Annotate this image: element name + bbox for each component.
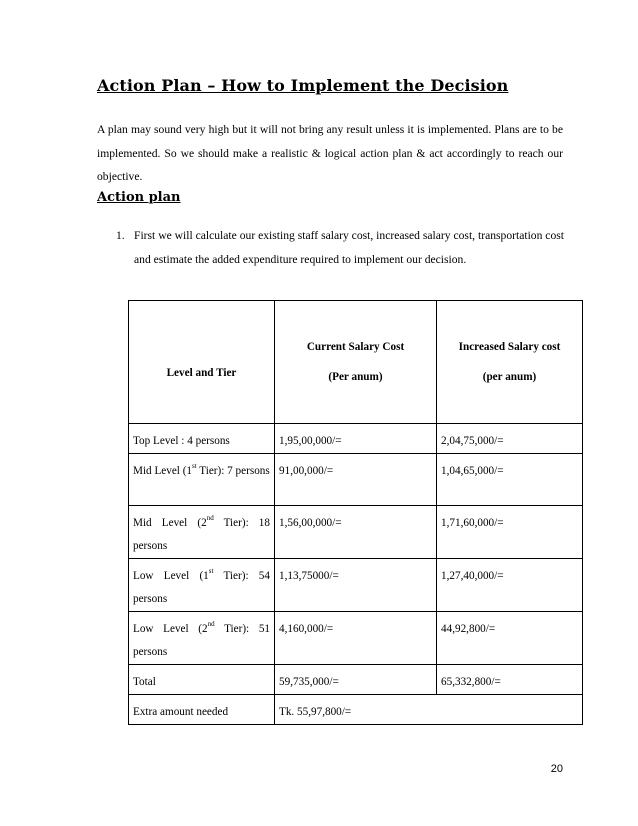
cell-level: Low Level (2nd Tier): 51 persons xyxy=(129,612,275,665)
table-row xyxy=(129,559,583,612)
cell-current: 1,56,00,000/= xyxy=(275,506,437,559)
cell-current: 59,735,000/= xyxy=(275,665,437,695)
cell-increased: 2,04,75,000/= xyxy=(437,424,583,454)
header-current-title: Current Salary Cost xyxy=(306,341,405,353)
header-level-tier xyxy=(129,301,275,424)
list-item-number: 1. xyxy=(116,229,125,242)
cell-extra-label: Extra amount needed xyxy=(129,695,275,725)
cell-level: Top Level : 4 persons xyxy=(129,424,275,454)
cell-current: 1,95,00,000/= xyxy=(275,424,437,454)
action-plan-subheading: Action plan xyxy=(97,190,181,205)
header-current-salary xyxy=(275,301,437,424)
numbered-list xyxy=(116,224,564,271)
cell-current: 91,00,000/= xyxy=(275,454,437,506)
table-row-total xyxy=(129,665,583,695)
table-row xyxy=(129,454,583,506)
cell-level: Total xyxy=(129,665,275,695)
cell-increased: 44,92,800/= xyxy=(437,612,583,665)
list-item-text: First we will calculate our existing staff salary cost, increased salary cost, transportation cost and estimate the added expenditure required to implement our decision. xyxy=(134,229,564,266)
section-heading: Action Plan – How to Implement the Decision xyxy=(97,76,509,95)
table-row xyxy=(129,506,583,559)
table-row xyxy=(129,424,583,454)
table-row xyxy=(129,612,583,665)
cell-level: Mid Level (1st Tier): 7 persons xyxy=(129,454,275,506)
table-row-extra xyxy=(129,695,583,725)
cell-increased: 1,27,40,000/= xyxy=(437,559,583,612)
salary-cost-table xyxy=(128,300,583,725)
page-number: 20 xyxy=(550,763,563,775)
cell-increased: 65,332,800/= xyxy=(437,665,583,695)
header-increased-sub: (per anum) xyxy=(482,371,537,383)
cell-increased: 1,04,65,000/= xyxy=(437,454,583,506)
cell-level: Mid Level (2nd Tier): 18 persons xyxy=(129,506,275,559)
header-increased-title: Increased Salary cost xyxy=(458,341,561,353)
cell-level: Low Level (1st Tier): 54 persons xyxy=(129,559,275,612)
cell-current: 4,160,000/= xyxy=(275,612,437,665)
cell-extra-value: Tk. 55,97,800/= xyxy=(275,695,583,725)
intro-paragraph: A plan may sound very high but it will not bring any result unless it is implemented. Plans are to be implemented. So we should make a realistic & logical action plan & act accordingly to reach our objective. xyxy=(97,123,563,183)
cell-increased: 1,71,60,000/= xyxy=(437,506,583,559)
header-current-sub: (Per anum) xyxy=(328,371,383,383)
header-increased-salary xyxy=(437,301,583,424)
cell-current: 1,13,75000/= xyxy=(275,559,437,612)
table-header-row xyxy=(129,301,583,424)
header-level-label: Level and Tier xyxy=(166,367,237,379)
